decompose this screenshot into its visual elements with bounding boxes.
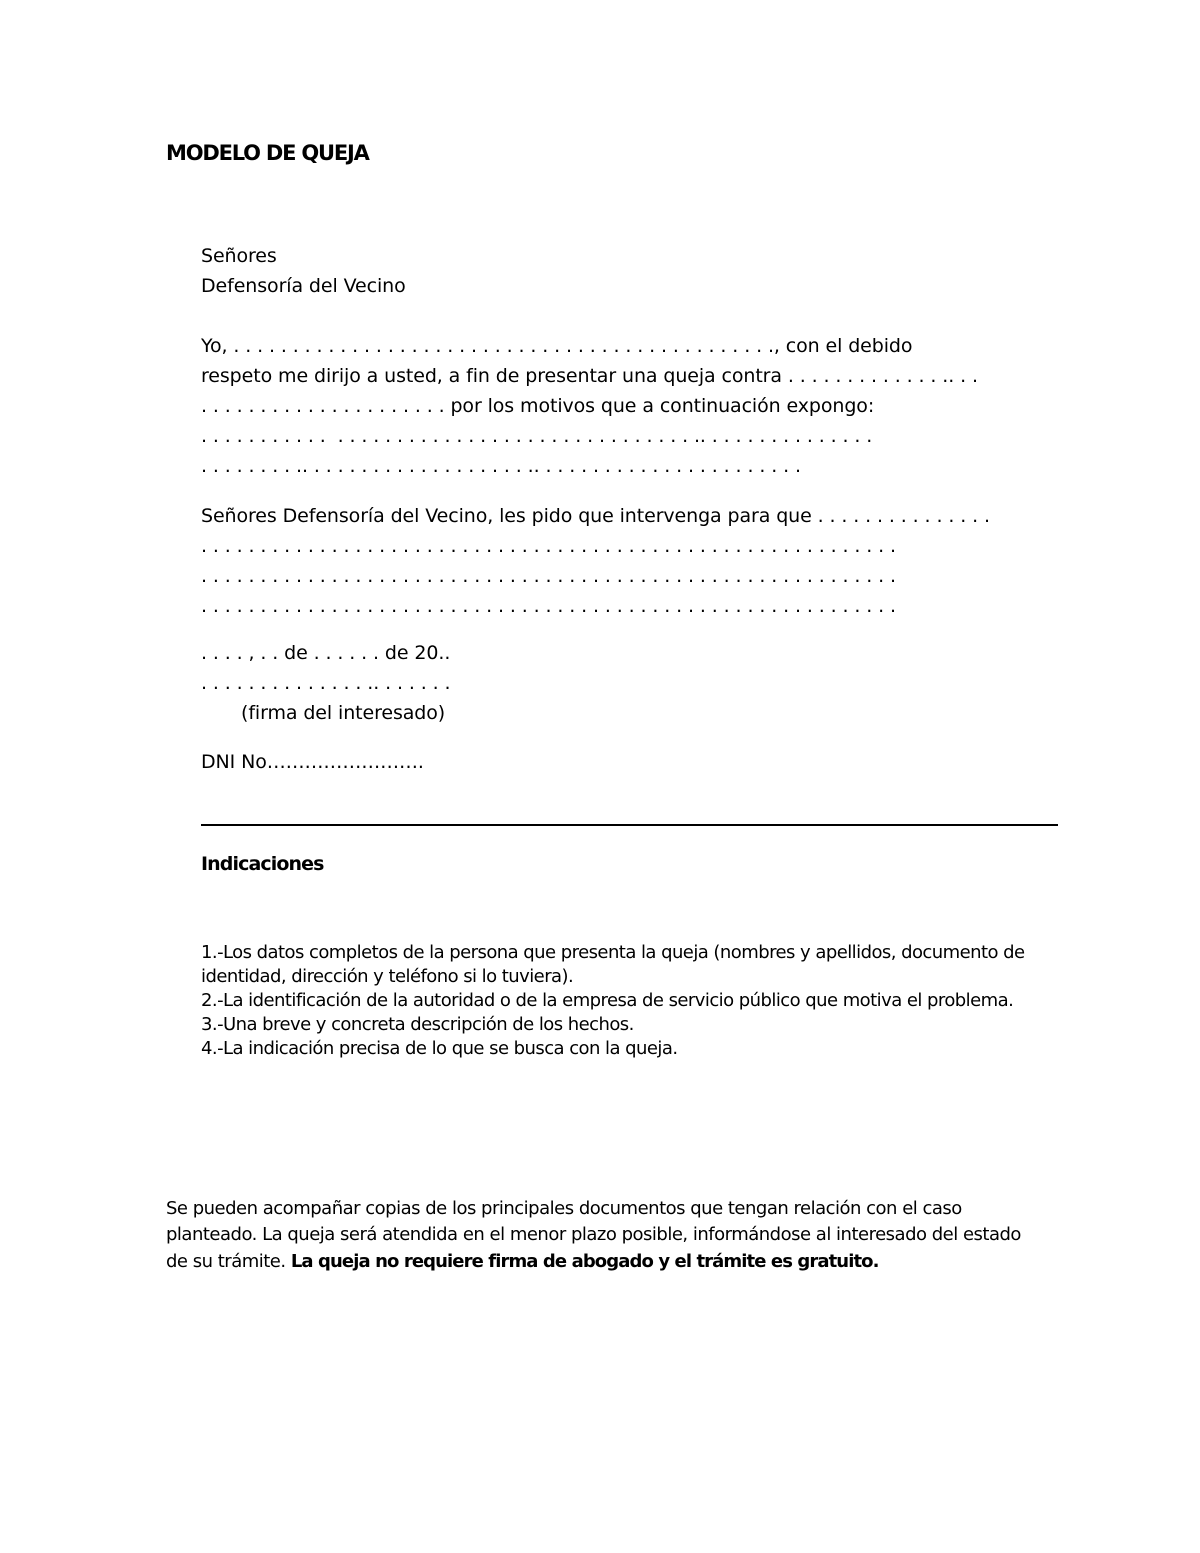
request-line-1: Señores Defensoría del Vecino, les pido que intervenga para que . . . . . . . . . . . . . . . xyxy=(201,505,990,527)
indication-line-1: 1.-Los datos completos de la persona que presenta la queja (nombres y apellidos, documento de xyxy=(201,942,1025,963)
document-title: MODELO DE QUEJA xyxy=(166,141,369,165)
body-line-1: Yo, . . . . . . . . . . . . . . . . . . . . . . . . . . . . . . . . . . . . . . . . . . . . . ., con el debido xyxy=(201,335,913,357)
horizontal-divider xyxy=(201,824,1058,826)
body-line-5: . . . . . . . . .. . . . . . . . . . . . . . . . . . . .. . . . . . . . . . . . . . . . . . . . . . . xyxy=(201,455,801,477)
closing-note-plain-text: de su trámite. xyxy=(166,1251,291,1272)
salutation: Señores xyxy=(201,245,277,267)
indication-line-2: identidad, dirección y teléfono si lo tuviera). xyxy=(201,966,574,987)
closing-note-line-1: Se pueden acompañar copias de los principales documentos que tengan relación con el caso xyxy=(166,1198,962,1219)
indication-line-3: 2.-La identificación de la autoridad o de la empresa de servicio público que motiva el problema. xyxy=(201,990,1014,1011)
request-line-3: . . . . . . . . . . . . . . . . . . . . . . . . . . . . . . . . . . . . . . . . . . . . . . . . . . . . . . . . . . . xyxy=(201,565,896,587)
date-line: . . . . , . . de . . . . . . de 20.. xyxy=(201,642,451,664)
addressee: Defensoría del Vecino xyxy=(201,275,406,297)
signature-caption: (firma del interesado) xyxy=(241,702,446,724)
dni-line: DNI No……………………. xyxy=(201,751,424,773)
indication-line-5: 4.-La indicación precisa de lo que se busca con la queja. xyxy=(201,1038,678,1059)
indications-heading: Indicaciones xyxy=(201,853,324,875)
closing-note-line-2: planteado. La queja será atendida en el menor plazo posible, informándose al interesado del estado xyxy=(166,1224,1021,1245)
request-line-4: . . . . . . . . . . . . . . . . . . . . . . . . . . . . . . . . . . . . . . . . . . . . . . . . . . . . . . . . . . . xyxy=(201,595,896,617)
body-line-2: respeto me dirijo a usted, a fin de presentar una queja contra . . . . . . . . . . . . . .. . . xyxy=(201,365,978,387)
indication-line-4: 3.-Una breve y concreta descripción de los hechos. xyxy=(201,1014,634,1035)
closing-note-line-3 xyxy=(166,1251,879,1272)
signature-dots: . . . . . . . . . . . . . . .. . . . . . . xyxy=(201,672,451,694)
body-line-3: . . . . . . . . . . . . . . . . . . . . . por los motivos que a continuación expongo: xyxy=(201,395,875,417)
closing-note-bold-text: La queja no requiere firma de abogado y el trámite es gratuito. xyxy=(290,1251,879,1272)
body-line-4: . . . . . . . . . . . . . . . . . . . . . . . . . . . . . . . . . . . . . . . . . .. . . . . . . . . . . . . . . xyxy=(201,425,873,447)
request-line-2: . . . . . . . . . . . . . . . . . . . . . . . . . . . . . . . . . . . . . . . . . . . . . . . . . . . . . . . . . . . xyxy=(201,535,896,557)
